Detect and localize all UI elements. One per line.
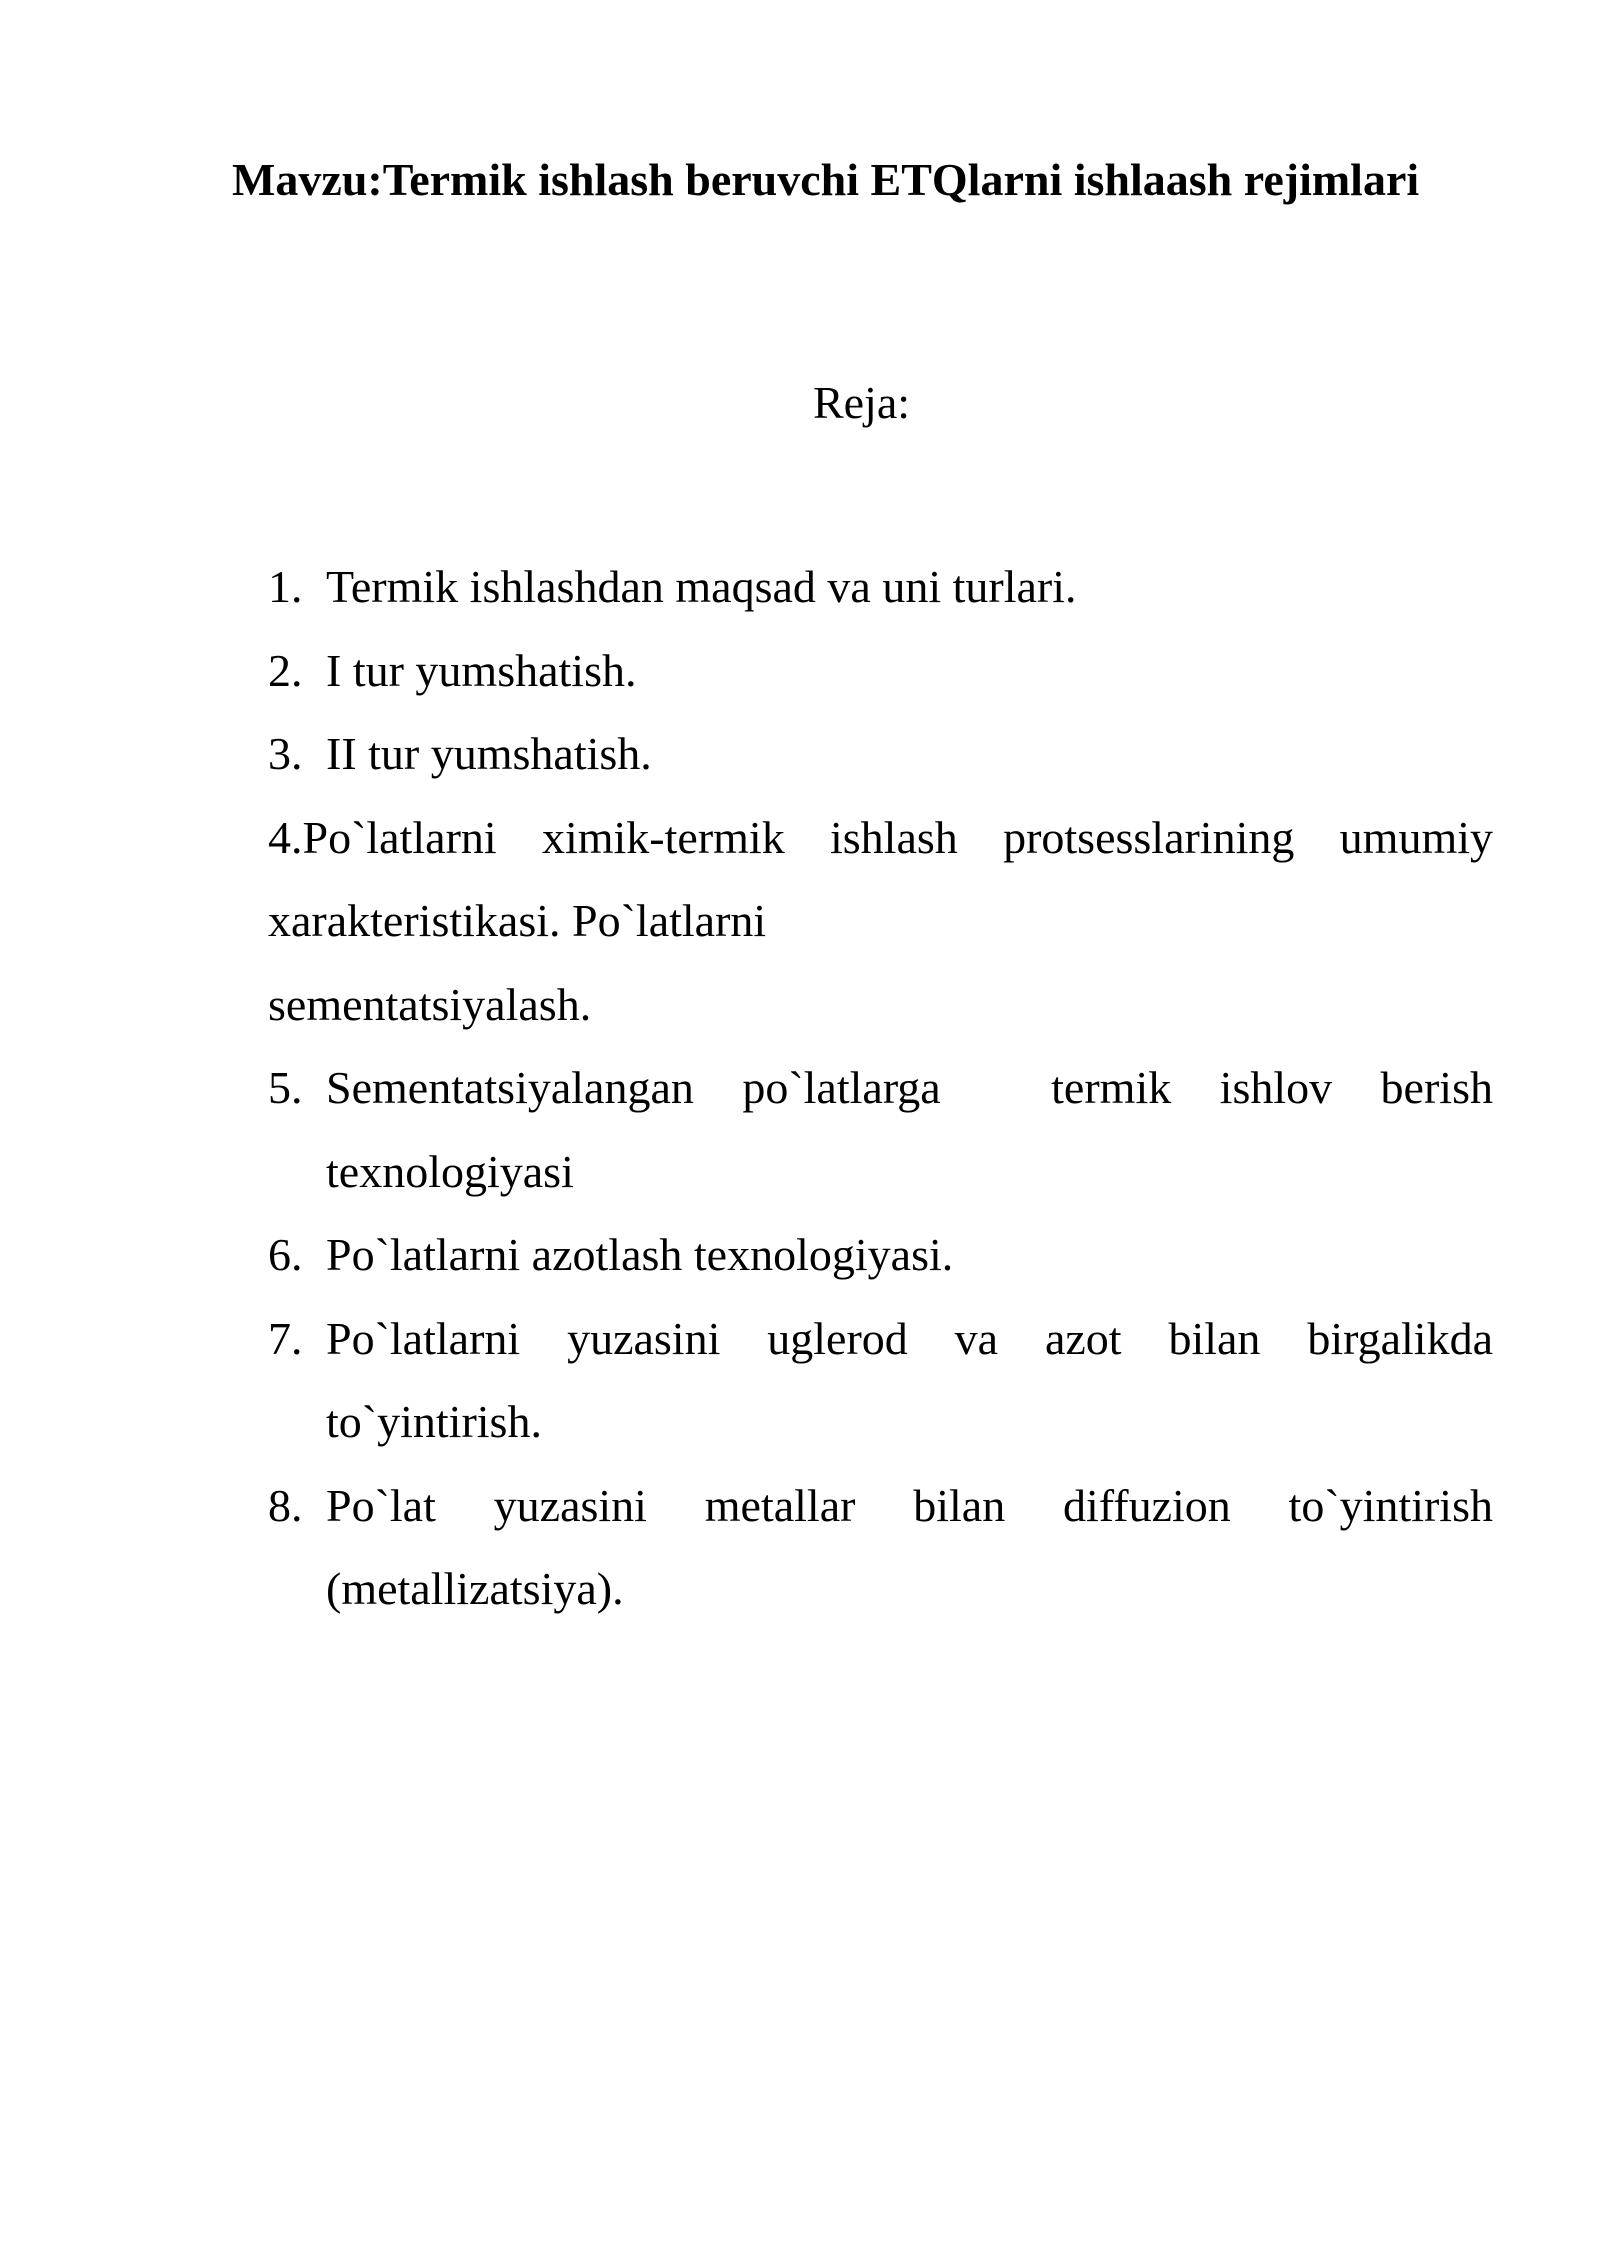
plan-heading: Reja:: [812, 377, 911, 428]
document-title: Mavzu:Termik ishlash beruvchi ETQlarni ishlaash rejimlari: [232, 154, 1420, 205]
plan-item-text-continuation: sementatsiyalash.: [268, 978, 592, 1030]
plan-item-4: [268, 796, 1493, 1047]
plan-item-text: II tur yumshatish.: [326, 728, 652, 779]
plan-item-number: 2.: [268, 644, 303, 696]
plan-item-text-part-a: Sementatsiyalangan po`latlarga: [326, 1062, 941, 1113]
plan-item-text: Po`lat yuzasini metallar bilan diffuzion to`yintirish (metallizatsiya).: [326, 1479, 1493, 1614]
plan-item-7: [268, 1297, 1493, 1464]
plan-item-number: 3.: [268, 728, 303, 779]
plan-item-number: 4.: [268, 811, 303, 863]
plan-item-3: [268, 712, 1493, 796]
plan-list: [268, 545, 1493, 1631]
plan-item-number: 5.: [268, 1062, 303, 1113]
plan-item-number: 1.: [268, 561, 303, 612]
plan-item-number: 8.: [268, 1479, 303, 1531]
plan-item-text: Po`latlarni ximik-termik ishlash protsesslarining umumiy xarakteristikasi. Po`latlarni: [268, 811, 1493, 946]
plan-item-8: [268, 1464, 1493, 1631]
plan-item-text: Po`latlarni azotlash texnologiyasi.: [326, 1229, 954, 1280]
plan-item-2: [268, 629, 1493, 713]
plan-item-6: [268, 1213, 1493, 1297]
plan-item-number: 6.: [268, 1229, 303, 1280]
plan-item-text: [326, 1046, 1493, 1213]
plan-item-text: Termik ishlashdan maqsad va uni turlari.: [326, 561, 1077, 612]
plan-item-5: [268, 1046, 1493, 1213]
plan-item-text: I tur yumshatish.: [326, 644, 637, 696]
plan-item-text: Po`latlarni yuzasini uglerod va azot bilan birgalikda to`yintirish.: [326, 1312, 1493, 1447]
plan-item-text-part-b: termik ishlov berish texnologiyasi: [326, 1062, 1493, 1197]
plan-item-1: [268, 545, 1493, 629]
plan-item-number: 7.: [268, 1312, 303, 1364]
